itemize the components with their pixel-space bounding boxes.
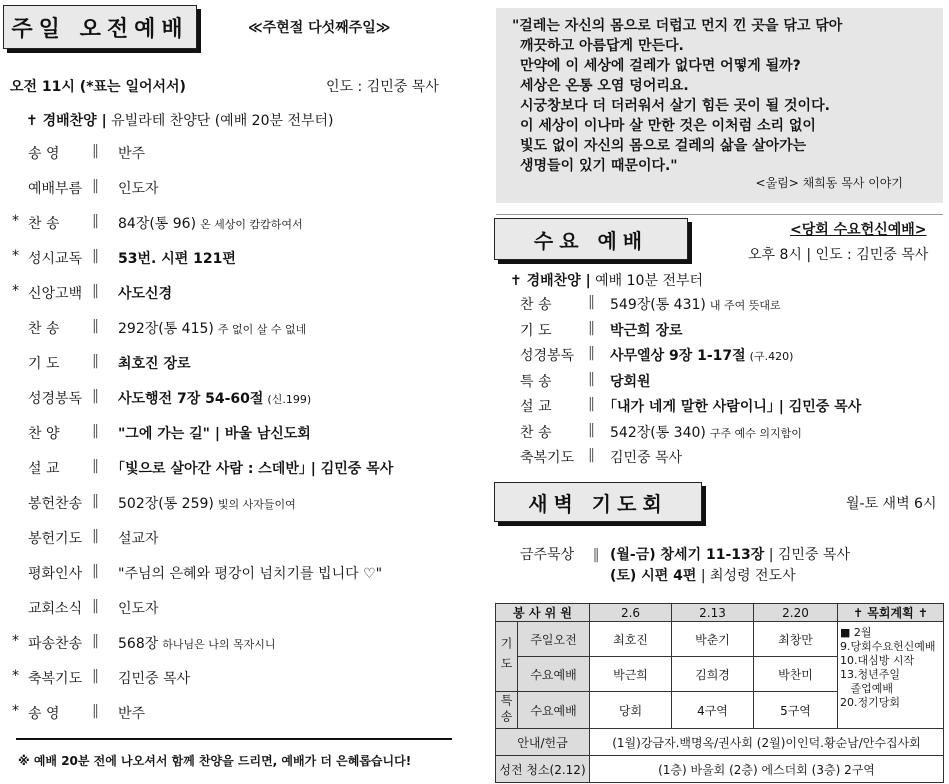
table-cell: 최호진: [590, 622, 672, 657]
wed-order-note: (구.420): [749, 350, 794, 363]
special-label: 특송: [496, 692, 518, 729]
order-value: 반주: [118, 146, 146, 162]
order-item: [0, 458, 460, 488]
plan-line: 20.정기당회: [840, 696, 900, 709]
order-value-wrap: [118, 248, 240, 268]
order-separator: ‖: [92, 493, 99, 509]
plan-line: ■ 2월: [840, 626, 872, 639]
order-value: 인도자: [118, 181, 159, 197]
wed-order-label: 기 도: [520, 322, 552, 339]
wed-order-item: [500, 371, 940, 396]
prelude-label: ✝ 경배찬양 |: [26, 113, 107, 129]
order-value: 568장: [118, 636, 159, 652]
table-cell: 박찬미: [754, 657, 838, 692]
wed-top-rule: [496, 214, 943, 215]
order-item: [0, 283, 460, 313]
wed-order-item: [500, 422, 940, 447]
order-label: 송 영: [28, 146, 60, 162]
order-item: [0, 633, 460, 663]
wed-order-value: 당회원: [610, 373, 651, 390]
wed-order-value: 549장(통 431): [610, 297, 706, 313]
order-item: [0, 493, 460, 523]
wed-order-value: 박근희 장로: [610, 322, 683, 339]
wed-order-value-wrap: [610, 294, 781, 314]
table-header-row: [496, 604, 944, 622]
order-star: *: [12, 248, 19, 264]
order-item: [0, 143, 460, 173]
service-table: [495, 603, 944, 783]
dawn-line2-bold: (토) 시편 4편: [610, 568, 697, 584]
order-value-wrap: [118, 388, 311, 408]
quote-line: 빛도 없이 자신의 몸으로 걸레의 삶을 살아가는: [520, 138, 807, 154]
dawn-line2: [610, 565, 796, 585]
row-name: 수요예배: [518, 657, 590, 692]
wed-order-value-wrap: [610, 371, 655, 391]
table-row: [496, 622, 944, 657]
order-separator: ‖: [92, 248, 99, 264]
sunday-title: 주일 오전예배: [11, 16, 189, 42]
pray-label: 기도: [496, 622, 518, 692]
order-separator: ‖: [92, 633, 99, 649]
wed-order-item: [500, 345, 940, 370]
order-value-wrap: [118, 668, 194, 688]
order-item: [0, 213, 460, 243]
quote-text: [512, 16, 842, 176]
order-item: [0, 178, 460, 208]
order-separator: ‖: [92, 283, 99, 299]
table-header-cell: 2.6: [590, 604, 672, 622]
wed-prelude-label: ✝ 경배찬양 |: [510, 273, 591, 289]
order-star: *: [12, 668, 19, 684]
wed-order-item: [500, 320, 940, 345]
order-item: [0, 598, 460, 628]
order-item: [0, 668, 460, 698]
order-label: 찬 양: [28, 426, 60, 442]
quote-box: [496, 8, 943, 203]
sunday-subtitle: ≪주현절 다섯째주일≫: [248, 20, 391, 36]
order-note: 빛의 사자들이여: [217, 498, 296, 511]
dawn-meditation: [520, 544, 600, 564]
order-item: [0, 353, 460, 383]
dawn-line2-rest: | 최성령 전도사: [696, 568, 796, 584]
table-row: [496, 756, 944, 783]
order-value: 사도신경: [118, 286, 173, 302]
table-cell: 김희경: [672, 657, 754, 692]
order-label: 기 도: [28, 356, 60, 372]
order-value: 53번. 시편 121편: [118, 251, 236, 267]
quote-line: 시궁창보다 더 더러워서 살기 힘든 곳이 될 것이다.: [520, 98, 830, 114]
order-label: 봉헌기도: [28, 531, 83, 547]
order-star: *: [12, 703, 19, 719]
order-item: [0, 423, 460, 453]
wed-order-value: ｢내가 네게 말한 사람이니｣ | 김민중 목사: [610, 399, 862, 415]
order-value-wrap: [118, 458, 397, 478]
order-value: ｢빛으로 살아간 사람 : 스데반｣ | 김민중 목사: [118, 461, 394, 477]
order-value: "그에 가는 길" | 바울 남신도회: [118, 426, 311, 442]
order-value: 502장(통 259): [118, 496, 214, 512]
wed-order-note: 내 주여 뜻대로: [709, 299, 781, 312]
order-item: [0, 563, 460, 593]
quote-line: 생명들이 있기 때문이다.": [520, 158, 678, 174]
plan-line: 졸업예배: [840, 682, 893, 695]
dawn-line1: [610, 544, 850, 564]
order-item: [0, 248, 460, 278]
wed-order-value: 542장(통 340): [610, 424, 706, 441]
table-cell: 4구역: [672, 692, 754, 729]
table-cell: 당회: [590, 692, 672, 729]
wed-order-label: 설 교: [520, 399, 552, 415]
order-value-wrap: [118, 318, 306, 338]
order-value: 최호진 장로: [118, 356, 191, 372]
dawn-time: 월-토 새벽 6시: [846, 496, 937, 512]
order-value-wrap: [118, 633, 276, 653]
order-value: 김민중 목사: [118, 671, 191, 687]
order-separator: ‖: [92, 388, 99, 404]
wed-order-separator: ‖: [588, 345, 595, 361]
order-item: [0, 388, 460, 418]
order-value: 인도자: [118, 601, 159, 617]
order-value: 292장(통 415): [118, 321, 214, 337]
wed-order-item: [500, 447, 940, 472]
wed-order-note: 구주 예수 의지함이: [709, 426, 802, 440]
order-value-wrap: [118, 563, 386, 583]
wed-order-label: 축복기도: [520, 450, 575, 466]
dawn-title: 새벽 기도회: [528, 491, 668, 516]
wed-order-label: 특 송: [520, 373, 552, 390]
plan-line: 13.청년주일: [840, 668, 900, 681]
table-header-cell: ✝ 목회계획 ✝: [838, 604, 944, 622]
wed-order-value: 사무엘상 9장 1-17절: [610, 348, 746, 364]
wed-order-value-wrap: [610, 320, 687, 340]
quote-line: "걸레는 자신의 몸으로 더럽고 먼지 낀 곳을 닦고 닦아: [512, 18, 843, 34]
order-separator: ‖: [92, 668, 99, 684]
wed-order-separator: ‖: [588, 319, 595, 336]
order-value-wrap: [118, 353, 195, 373]
quote-line: 만약에 이 세상에 걸레가 없다면 어떻게 될까?: [520, 58, 801, 74]
dawn-line1-bold: (월-금) 창세기 11-13장: [610, 547, 765, 563]
order-label: 성경봉독: [28, 391, 83, 407]
guide-value: (1월)강금자.백명옥/권사회 (2월)이인덕.황순남/안수집사회: [590, 729, 944, 756]
guide-label: 안내/헌금: [496, 729, 590, 756]
row-name: 수요예배: [518, 692, 590, 729]
sunday-leader: 인도 : 김민중 목사: [326, 79, 439, 95]
wed-order-separator: ‖: [588, 396, 595, 412]
order-label: 평화인사: [28, 566, 83, 582]
order-value-wrap: [118, 423, 315, 443]
wed-order-separator: ‖: [588, 421, 595, 438]
table-header-cell: 2.20: [754, 604, 838, 622]
quote-source: <울림> 채희동 목사 이야기: [755, 176, 903, 190]
order-label: 찬 송: [28, 321, 60, 337]
table-cell: 5구역: [754, 692, 838, 729]
order-value: 반주: [118, 706, 146, 722]
wed-subtitle: <당회 수요헌신예배>: [790, 222, 927, 238]
wed-time: 오후 8시 | 인도 : 김민중 목사: [748, 247, 929, 263]
sunday-title-box: [3, 5, 197, 49]
order-label: 찬 송: [28, 216, 60, 232]
dawn-title-box: [494, 482, 702, 522]
order-value-wrap: [118, 598, 163, 618]
order-item: [0, 528, 460, 558]
order-separator: ‖: [92, 598, 99, 614]
order-value: 사도행전 7장 54-60절: [118, 391, 264, 407]
order-label: 축복기도: [28, 671, 83, 687]
order-separator: ‖: [92, 563, 99, 579]
quote-line: 세상은 온통 오염 덩어리요.: [520, 78, 689, 94]
order-separator: ‖: [92, 528, 99, 544]
order-label: 예배부름: [28, 181, 83, 197]
order-star: *: [12, 633, 19, 649]
order-value-wrap: [118, 703, 149, 723]
order-separator: ‖: [92, 353, 99, 369]
footer-divider: [16, 738, 452, 740]
order-note: 온 세상이 캄캄하여서: [200, 218, 303, 231]
sunday-footer: ※ 예배 20분 전에 나오셔서 함께 찬양을 드리면, 예배가 더 은혜롭습니다!: [18, 754, 412, 768]
quote-line: 이 세상이 이나마 살 만한 것은 이처럼 소리 없이: [520, 118, 816, 134]
row-name: 주일오전: [518, 622, 590, 657]
wed-order-value-wrap: [610, 447, 686, 467]
order-note: 하나님은 나의 목자시니: [162, 638, 276, 651]
order-label: 신앙고백: [28, 286, 83, 302]
table-row: [496, 729, 944, 756]
table-header-cell: 봉 사 위 원: [496, 604, 590, 622]
order-separator: ‖: [92, 143, 99, 159]
order-value-wrap: [118, 143, 149, 163]
order-separator: ‖: [92, 703, 99, 719]
wed-order-label: 찬 송: [520, 297, 552, 313]
order-star: *: [12, 283, 19, 299]
order-value: "주님의 은혜와 평강이 넘치기를 빕니다 ♡": [118, 566, 383, 582]
table-cell: 박춘기: [672, 622, 754, 657]
sunday-prelude: [26, 110, 334, 130]
dawn-label: 금주묵상: [520, 547, 575, 563]
order-label: 교회소식: [28, 601, 83, 617]
wed-order-separator: ‖: [588, 447, 595, 463]
order-separator: ‖: [92, 318, 99, 334]
order-value-wrap: [118, 493, 296, 513]
wed-order-label: 찬 송: [520, 424, 552, 441]
plan-cell: [838, 622, 944, 729]
sunday-time: 오전 11시 (*표는 일어서서): [10, 79, 186, 95]
wed-order-label: 성경봉독: [520, 348, 575, 364]
wed-order-value: 김민중 목사: [610, 450, 683, 466]
table-cell: 박근희: [590, 657, 672, 692]
wed-prelude: [510, 270, 703, 290]
dawn-line1-rest: | 김민중 목사: [764, 547, 850, 563]
order-label: 파송찬송: [28, 636, 83, 652]
wed-order-value-wrap: [610, 422, 802, 442]
order-separator: ‖: [92, 178, 99, 194]
order-label: 성시교독: [28, 251, 83, 267]
order-value-wrap: [118, 283, 176, 303]
order-label: 송 영: [28, 706, 60, 722]
clean-value: (1층) 바울회 (2층) 에스더회 (3층) 2구역: [590, 756, 944, 783]
clean-label: 성전 청소(2.12): [496, 756, 590, 783]
wed-order-value-wrap: [610, 396, 865, 416]
order-value-wrap: [118, 528, 163, 548]
order-value: 84장(통 96): [118, 216, 197, 232]
plan-line: 10.대심방 시작: [840, 654, 915, 667]
order-label: 봉헌찬송: [28, 496, 83, 512]
order-separator: ‖: [92, 458, 99, 474]
order-note: (신.199): [267, 393, 312, 406]
wed-title: 수요 예배: [533, 228, 649, 253]
plan-line: 9.당회수요헌신예배: [840, 640, 936, 653]
order-separator: ‖: [92, 213, 99, 229]
prelude-value: 유빌라테 찬양단 (예배 20분 전부터): [111, 113, 334, 129]
order-star: *: [12, 213, 19, 229]
wed-order-item: [500, 294, 940, 319]
wed-prelude-value: 예배 10분 전부터: [595, 273, 704, 289]
wed-order-separator: ‖: [588, 370, 595, 387]
table-header-cell: 2.13: [672, 604, 754, 622]
order-value: 설교자: [118, 531, 159, 547]
wed-order-separator: ‖: [588, 294, 595, 310]
order-value-wrap: [118, 178, 163, 198]
order-separator: ‖: [92, 423, 99, 439]
order-value-wrap: [118, 213, 303, 233]
wed-order-value-wrap: [610, 345, 793, 365]
dawn-sep: ‖: [592, 547, 600, 563]
table-cell: 최창만: [754, 622, 838, 657]
order-label: 설 교: [28, 461, 60, 477]
wed-title-box: [494, 218, 688, 260]
order-item: [0, 318, 460, 348]
order-note: 주 없이 살 수 없네: [217, 323, 307, 336]
order-item: [0, 703, 460, 733]
wed-order-item: [500, 396, 940, 421]
quote-line: 깨끗하고 아름답게 만든다.: [520, 38, 684, 54]
